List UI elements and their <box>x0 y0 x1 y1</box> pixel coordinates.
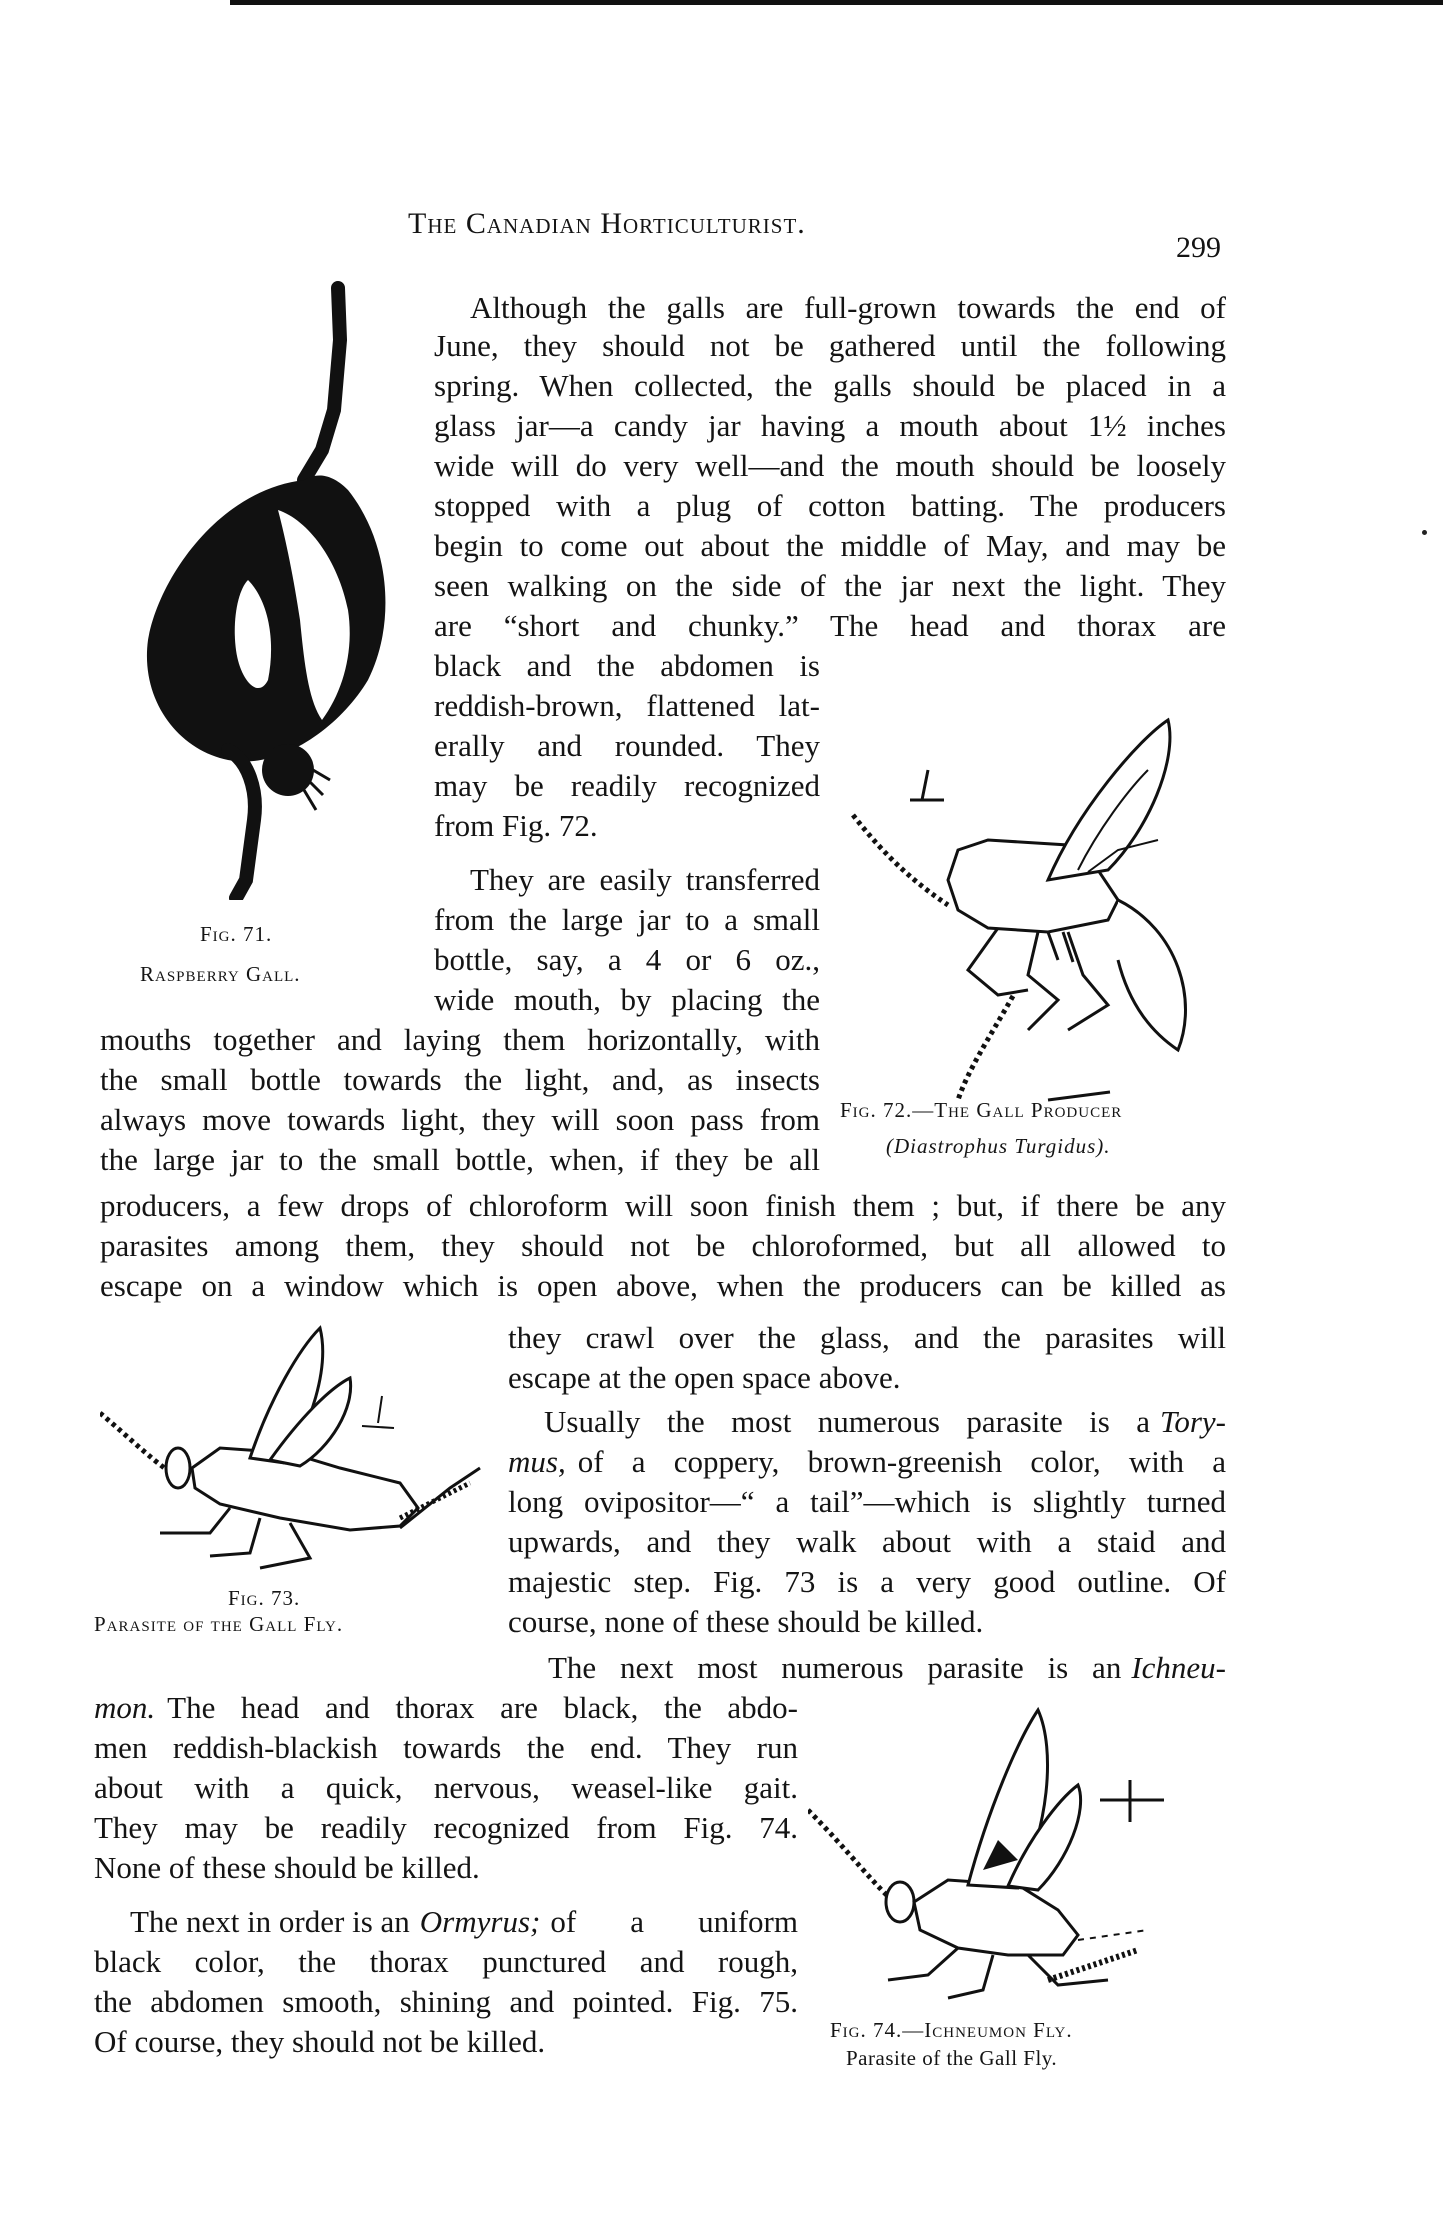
body-line-italic: Ormyrus; <box>419 1904 541 1939</box>
body-line <box>130 1904 798 1940</box>
body-line <box>548 1650 1226 1686</box>
body-line-italic: Tory- <box>1159 1404 1226 1439</box>
body-line: the small bottle towards the light, and, as insects <box>100 1062 820 1097</box>
body-line: course, none of these should be killed. <box>508 1604 984 1639</box>
page-number: 299 <box>1176 231 1221 264</box>
body-line: June, they should not be gathered until the following <box>434 328 1226 363</box>
body-line: Of course, they should not be killed. <box>94 2024 546 2059</box>
raspberry-gall-illustration <box>108 280 408 900</box>
body-line: escape on a window which is open above, when the producers can be killed as <box>100 1268 1226 1303</box>
body-line: escape at the open space above. <box>508 1360 901 1395</box>
body-line-text: The next in order is an <box>130 1904 410 1939</box>
body-line: from Fig. 72. <box>434 808 598 843</box>
top-edge-rule <box>230 0 1443 5</box>
body-line: Although the galls are full-grown towards the end of <box>470 290 1226 325</box>
body-line: wide mouth, by placing the <box>434 982 820 1017</box>
body-line: the large jar to the small bottle, when, if they be all <box>100 1142 820 1177</box>
body-line: always move towards light, they will soon pass from <box>100 1102 820 1137</box>
body-line: they crawl over the glass, and the parasites will <box>508 1320 1226 1355</box>
body-line: seen walking on the side of the jar next the light. They <box>434 568 1226 603</box>
margin-mark <box>1422 530 1427 535</box>
figure-caption: Fig. 74.—Ichneumon Fly. <box>830 2018 1073 2042</box>
ichneumon-fly-illustration <box>808 1690 1208 2030</box>
body-line-text: of a uniform <box>550 1904 798 1939</box>
body-line-italic: Ichneu- <box>1131 1650 1226 1685</box>
body-line <box>94 1690 798 1726</box>
body-line: long ovipositor—“ a tail”—which is slightly turned <box>508 1484 1226 1519</box>
body-line: producers, a few drops of chloroform will soon finish them ; but, if there be any <box>100 1188 1226 1223</box>
body-line: from the large jar to a small <box>434 902 820 937</box>
running-title: The Canadian Horticulturist. <box>408 207 806 240</box>
figure-caption: Fig. 73. <box>228 1586 301 1610</box>
gall-fly-parasite-illustration <box>100 1318 500 1588</box>
body-line <box>508 1444 1226 1480</box>
body-line: erally and rounded. They <box>434 728 820 763</box>
body-line: about with a quick, nervous, weasel-like gait. <box>94 1770 798 1805</box>
figure-caption: Raspberry Gall. <box>140 962 301 986</box>
body-line: bottle, say, a 4 or 6 oz., <box>434 942 820 977</box>
body-line: black and the abdomen is <box>434 648 820 683</box>
body-line-text: The head and thorax are black, the abdo- <box>167 1690 798 1725</box>
body-line-text: Usually the most numerous parasite is a <box>544 1404 1150 1439</box>
body-line: the abdomen smooth, shining and pointed. Fig. 75. <box>94 1984 798 2019</box>
body-line: are “short and chunky.” The head and thorax are <box>434 608 1226 643</box>
body-line: upwards, and they walk about with a staid and <box>508 1524 1226 1559</box>
body-line: stopped with a plug of cotton batting. The producers <box>434 488 1226 523</box>
figure-caption: Fig. 71. <box>200 922 273 946</box>
body-line: None of these should be killed. <box>94 1850 480 1885</box>
body-line: glass jar—a candy jar having a mouth about 1½ inches <box>434 408 1226 443</box>
body-line: parasites among them, they should not be chloroformed, but all allowed to <box>100 1228 1226 1263</box>
body-line: men reddish-blackish towards the end. They run <box>94 1730 798 1765</box>
body-line: They may be readily recognized from Fig. 74. <box>94 1810 798 1845</box>
body-line: reddish-brown, flattened lat- <box>434 688 820 723</box>
body-line: black color, the thorax punctured and rough, <box>94 1944 798 1979</box>
body-line: begin to come out about the middle of May, and may be <box>434 528 1226 563</box>
body-line-text: of a coppery, brown-greenish color, with a <box>577 1444 1226 1479</box>
body-line-italic: mon. <box>94 1690 156 1725</box>
body-line: They are easily transferred <box>470 862 820 897</box>
gall-producer-insect-illustration <box>848 700 1208 1120</box>
body-line-text: The next most numerous parasite is an <box>548 1650 1122 1685</box>
body-line: wide will do very well—and the mouth should be loosely <box>434 448 1226 483</box>
body-line: majestic step. Fig. 73 is a very good outline. Of <box>508 1564 1226 1599</box>
body-line: mouths together and laying them horizontally, with <box>100 1022 820 1057</box>
body-line: spring. When collected, the galls should be placed in a <box>434 368 1226 403</box>
figure-caption: (Diastrophus Turgidus). <box>886 1134 1111 1158</box>
body-line <box>544 1404 1226 1440</box>
body-line-italic: mus, <box>508 1444 566 1479</box>
body-line: may be readily recognized <box>434 768 820 803</box>
figure-caption: Parasite of the Gall Fly. <box>846 2046 1058 2070</box>
figure-caption: Parasite of the Gall Fly. <box>94 1612 344 1636</box>
figure-caption: Fig. 72.—The Gall Producer <box>840 1098 1123 1122</box>
